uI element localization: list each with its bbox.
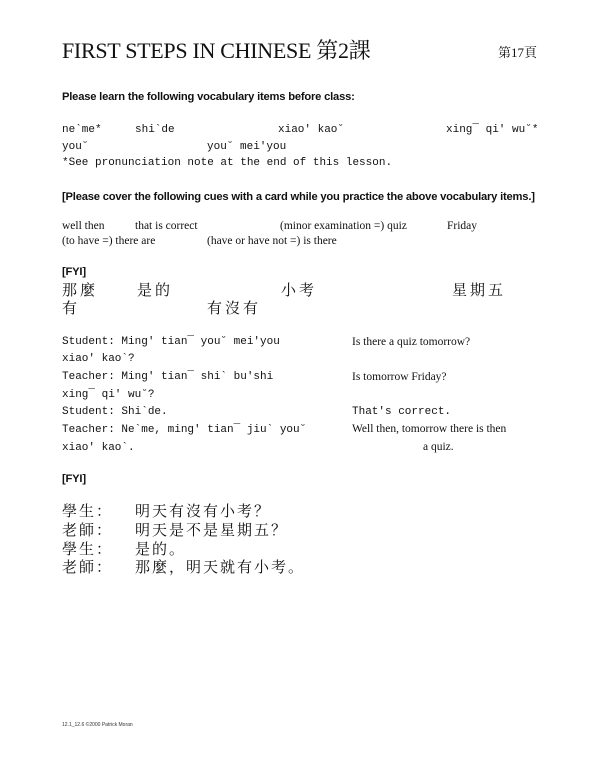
dialogue-pinyin: xiao′ kao`. (62, 442, 135, 454)
page-title: FIRST STEPS IN CHINESE 第2課 (62, 38, 371, 63)
dialogue-pinyin: Teacher: Ming′ tian¯ shi` bu′shi (62, 371, 274, 383)
hanzi-item: 是的 (137, 281, 174, 299)
fyi-label: [FYI] (62, 266, 86, 278)
hanzi-item: 星期五 (452, 281, 507, 299)
dialogue-pinyin: Teacher: Ne`me, ming′ tian¯ jiu` you˘ (62, 424, 307, 436)
cue-item: (have or have not =) is there (207, 235, 337, 247)
copyright-footer: 12.1_12.6 ©2000 Patrick Moran (62, 722, 133, 728)
dialogue-speaker: 老師： (62, 558, 114, 576)
vocab-item: shi`de (135, 124, 175, 136)
fyi-label: [FYI] (62, 473, 86, 485)
pronunciation-note: *See pronunciation note at the end of this lesson. (62, 157, 393, 169)
vocab-item: you˘ mei′you (207, 141, 287, 153)
cue-item: that is correct (135, 220, 198, 232)
hanzi-item: 小考 (281, 281, 318, 299)
dialogue-english: That's correct. (352, 406, 452, 418)
cover-heading: [Please cover the following cues with a card while you practice the above vocabulary items.] (62, 191, 535, 203)
dialogue-pinyin: Student: Shi`de. (62, 406, 168, 418)
dialogue-hanzi: 那麼，明天就有小考。 (135, 558, 306, 576)
dialogue-speaker: 學生： (62, 540, 114, 558)
cue-item: Friday (447, 220, 478, 232)
cue-item: (to have =) there are (62, 235, 156, 247)
dialogue-speaker: 學生： (62, 502, 114, 520)
dialogue-pinyin: Student: Ming′ tian¯ you˘ mei′you (62, 336, 280, 348)
dialogue-english: Is tomorrow Friday? (352, 371, 447, 383)
dialogue-pinyin: xing¯ qi′ wu˘? (62, 389, 155, 401)
vocab-item: you˘ (62, 141, 89, 153)
hanzi-item: 有沒有 (207, 299, 262, 317)
dialogue-hanzi: 明天是不是星期五？ (135, 521, 289, 539)
page-number: 第17頁 (498, 45, 538, 60)
vocab-heading: Please learn the following vocabulary items before class: (62, 91, 355, 103)
vocab-item: xiao′ kao˘ (278, 124, 345, 136)
dialogue-pinyin: xiao′ kao`? (62, 353, 135, 365)
dialogue-english: Is there a quiz tomorrow? (352, 336, 471, 348)
cue-item: well then (62, 220, 105, 232)
dialogue-hanzi: 明天有沒有小考？ (135, 502, 272, 520)
hanzi-item: 有 (62, 299, 81, 317)
hanzi-item: 那麼 (62, 281, 99, 299)
dialogue-english: a quiz. (423, 441, 454, 453)
vocab-item: xing¯ qi′ wu˘* (446, 124, 539, 136)
dialogue-english: Well then, tomorrow there is then (352, 423, 507, 435)
cue-item: (minor examination =) quiz (280, 220, 407, 232)
vocab-item: ne`me* (62, 124, 102, 136)
dialogue-speaker: 老師： (62, 521, 114, 539)
dialogue-hanzi: 是的。 (135, 540, 187, 558)
